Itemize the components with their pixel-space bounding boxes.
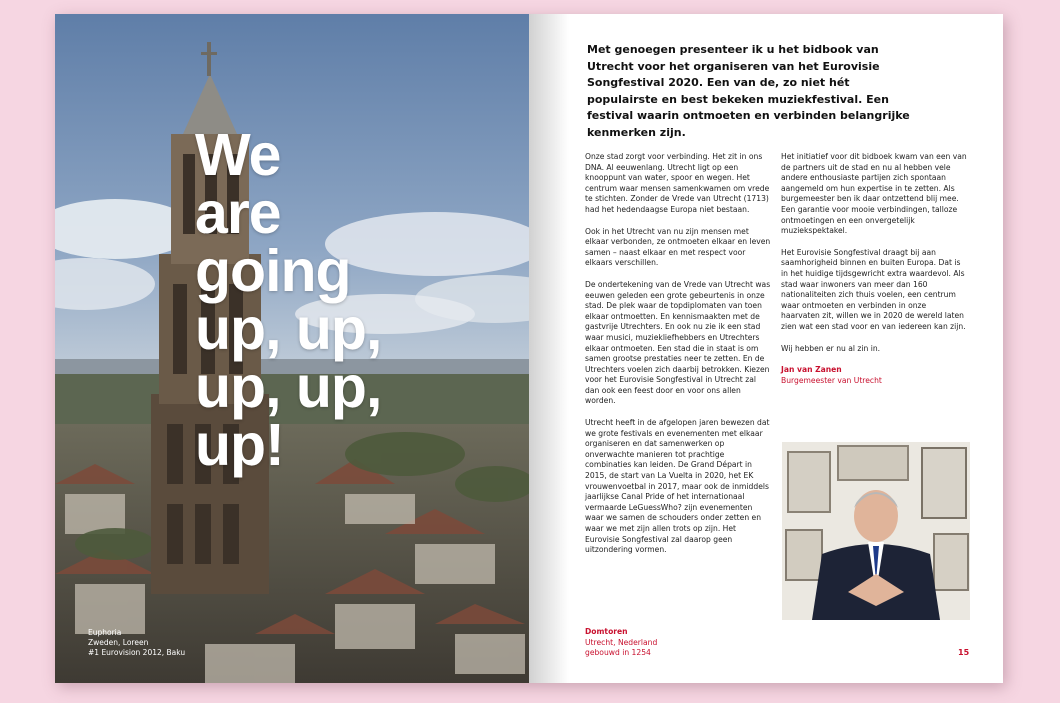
body-paragraph: De ondertekening van de Vrede van Utrecht was eeuwen geleden een grote gebeurtenis in onze stad. De plek waar de topdiplomaten van toen elkaar ontmoetten. En kennismaakten met de gastvrije Utrechters. En ook nu zie ik een stad waar musici, muziekliefhebbers en Utrechters elkaar ontmoeten. Een stad die in staat is om samen grootse prestaties neer te zetten. En de Utrechters voelen zich daarbij betrokken. Kiezen voor het Eurovisie Songfestival in Utrecht zal dan ook een feest door en voor ons allen worden. bbox=[585, 279, 771, 406]
magazine-spread bbox=[55, 14, 1003, 683]
body-paragraph: Ook in het Utrecht van nu zijn mensen met elkaar verbonden, ze ontmoeten elkaar en leven samen – naast elkaar en met respect voor elkaars verschillen. bbox=[585, 226, 771, 268]
text-column-left bbox=[585, 152, 771, 567]
photo-caption bbox=[585, 627, 657, 659]
mayor-portrait bbox=[782, 442, 970, 620]
headline-line: up! bbox=[195, 412, 284, 478]
headline bbox=[195, 122, 525, 478]
body-paragraph: Het initiatief voor dit bidboek kwam van een van de partners uit de stad en nu al hebben vele andere enthousiaste partijen zich spontaan aangemeld om hun expertise in te zetten. Als burgemeester ben ik daar ontzettend blij mee. Een garantie voor mooie verbindingen, talloze ontmoetingen en een onvergetelijk muziekspektakel. bbox=[781, 152, 967, 236]
body-paragraph: Onze stad zorgt voor verbinding. Het zit in ons DNA. Al eeuwenlang. Utrecht ligt op een knooppunt van water, spoor en wegen. Het centrum waar mensen samenkwamen om vrede te stichten. Zonder de Vrede van Utrecht (1713) had het hedendaagse Europa niet bestaan. bbox=[585, 152, 770, 214]
caption-title: Domtoren bbox=[585, 627, 628, 636]
caption-built: gebouwd in 1254 bbox=[585, 648, 651, 657]
headline-line: going bbox=[195, 238, 351, 304]
headline-line: We bbox=[195, 122, 281, 188]
intro-paragraph: Met genoegen presenteer ik u het bidbook van Utrecht voor het organiseren van het Eurovisie Songfestival 2020. Een van de, zo niet hét populairste en best bekeken muziekfestival. Een festival waarin ontmoeten en verbinden belangrijke kenmerken zijn. bbox=[587, 43, 910, 139]
song-note: #1 Eurovision 2012, Baku bbox=[88, 648, 186, 657]
left-page bbox=[55, 14, 529, 683]
right-page bbox=[529, 14, 1003, 683]
signature-role: Burgemeester van Utrecht bbox=[781, 375, 882, 385]
song-credit bbox=[88, 628, 185, 658]
song-artist: Zweden, Loreen bbox=[88, 638, 149, 647]
headline-line: are bbox=[195, 180, 281, 246]
headline-line: up, up, bbox=[195, 296, 382, 362]
page-number: 15 bbox=[958, 648, 970, 657]
body-paragraph: Het Eurovisie Songfestival draagt bij aan saamhorigheid binnen en buiten Europa. Dat is in het huidige tijdsgewricht extra waardevol. Als stad waar inwoners van meer dan 160 nationaliteiten zich thuis voelen, een centrum waar ontmoeten en verbinden in onze haarvaten zit, willen we in 2020 de wereld laten zien wat een stad voor en van iedereen kan zijn. bbox=[781, 247, 966, 331]
body-paragraph: Wij hebben er nu al zin in. bbox=[781, 343, 881, 353]
body-paragraph: Utrecht heeft in de afgelopen jaren bewezen dat we grote festivals en evenementen met elkaar organiseren en dat samenwerken op onverwachte manieren tot prachtige combinaties kan leiden. De Grand Départ in 2015, de start van La Vuelta in 2020, het EK vrouwenvoetbal in 2017, maar ook de inmiddels jaarlijkse Canal Pride of het internationaal vermaarde LeGuessWho? zijn evenementen waar we samen de schouders onder zetten en waar we met zijn allen trots op zijn. Het Eurovisie Songfestival zal daarop geen uitzondering vormen. bbox=[585, 418, 770, 555]
text-column-right bbox=[781, 152, 967, 386]
caption-location: Utrecht, Nederland bbox=[585, 637, 658, 647]
song-title: Euphoria bbox=[88, 628, 122, 637]
signature-name: Jan van Zanen bbox=[781, 365, 842, 375]
headline-line: up, up, bbox=[195, 354, 382, 420]
